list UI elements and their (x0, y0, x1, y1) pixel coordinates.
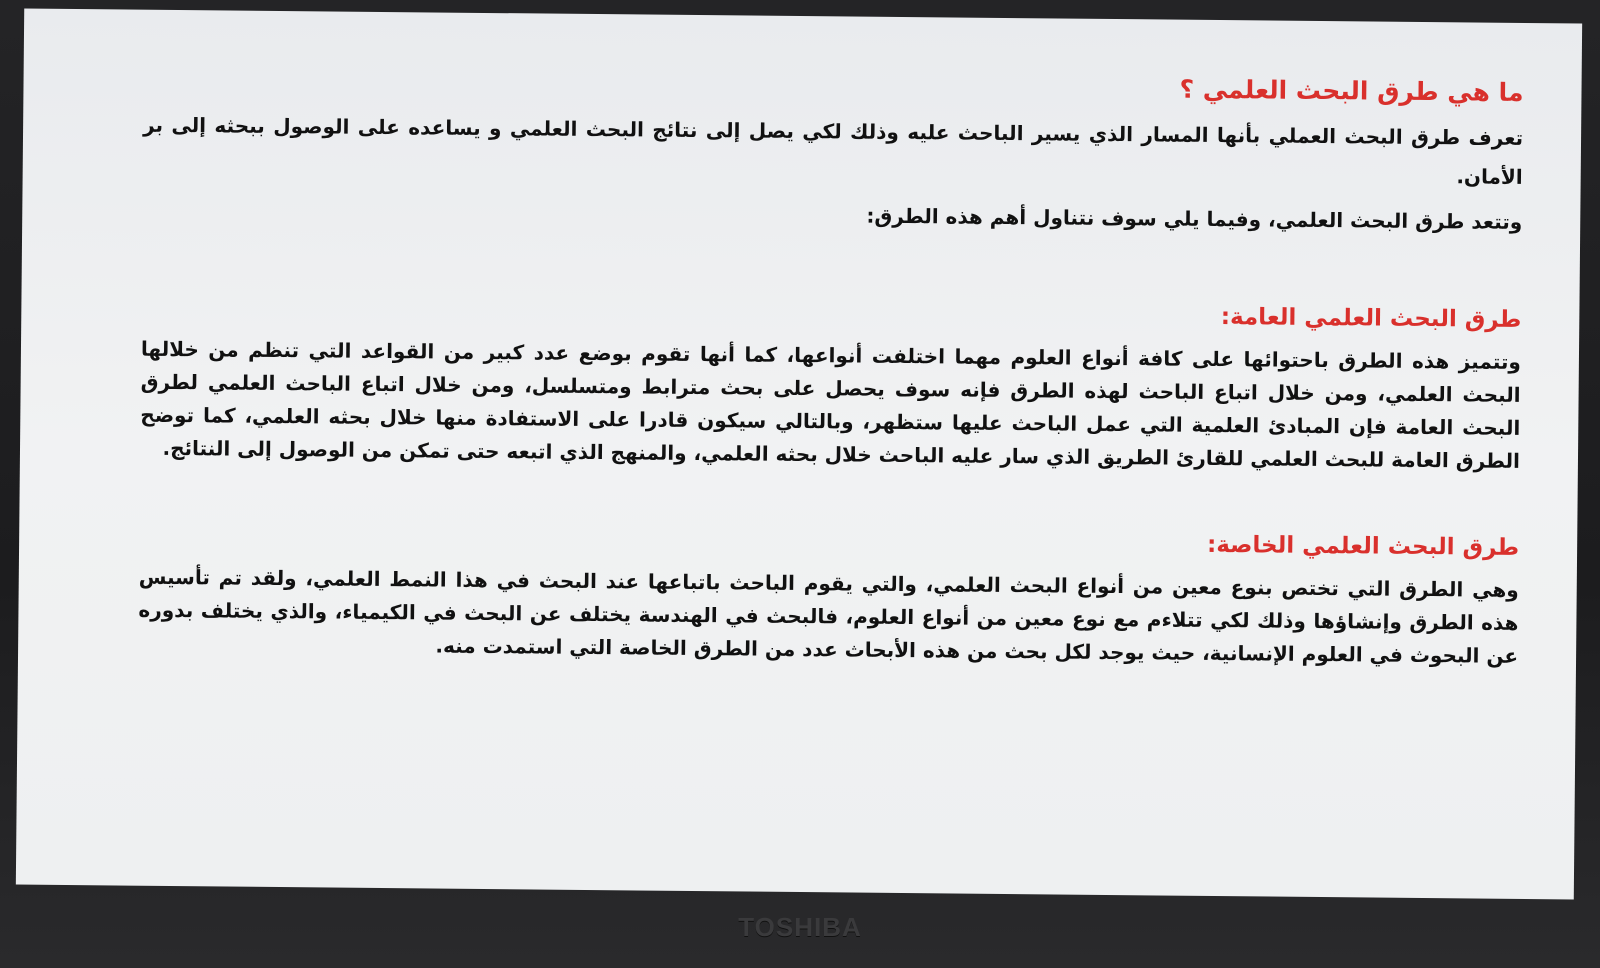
section-heading-special-methods: طرق البحث العلمي الخاصة: (1206, 531, 1520, 561)
page-title: ما هي طرق البحث العلمي ؟ (1179, 74, 1524, 107)
intro-paragraph-2: وتتعد طرق البحث العلمي، وفيما يلي سوف نتناول أهم هذه الطرق: (866, 203, 1523, 234)
document-page (138, 60, 1524, 673)
section-heading-general-methods: طرق البحث العلمي العامة: (1220, 304, 1522, 333)
section-body-special-methods: وهي الطرق التي تختص بنوع معين من أنواع البحث العلمي، والتي يقوم الباحث باتباعها عند البحث في هذا النمط العلمي، ولقد تم تأسيس هذه الطرق وإنشاؤها وذلك لكي تتلاءم مع نوع معين من أنواع العلوم، فالبحث في الهندسة يختلف عن البحث في الكيمياء، والذي يختلف بدوره عن البحوث في العلوم الإنسانية، حيث يوجد لكل بحث من هذه الأبحاث عدد من الطرق الخاصة التي استمدت منه. (138, 564, 1519, 668)
section-body-general-methods: وتتميز هذه الطرق باحتوائها على كافة أنواع العلوم مهما اختلفت أنواعها، كما أنها تقوم بوضع عدد كبير من القواعد التي تنظم من خلالها البحث العلمي، ومن خلال اتباع الباحث لهذه الطرق فإنه سوف يحصل على بحث مترابط ومتسلسل، ومن خلال اتباع الباحث العلمي لطرق البحث العامة فإن المبادئ العلمية التي عمل الباحث عليها ستظهر، وبالتالي سيكون قادرا على الاستفادة منها خلال بحثه العلمي، كما توضح الطرق العامة للبحث العلمي للقارئ الطريق الذي سار عليه الباحث خلال بحثه العلمي، والمنهج الذي اتبعه حتى تمكن من الوصول إلى النتائج. (140, 336, 1522, 473)
monitor-brand-logo: TOSHIBA (738, 912, 862, 942)
intro-paragraph: تعرف طرق البحث العملي بأنها المسار الذي يسير الباحث عليه وذلك لكي يصل إلى نتائج البحث العلمي و يساعده على الوصول ببحثه إلى بر الأمان. (143, 112, 1524, 189)
monitor-screen (16, 9, 1582, 900)
